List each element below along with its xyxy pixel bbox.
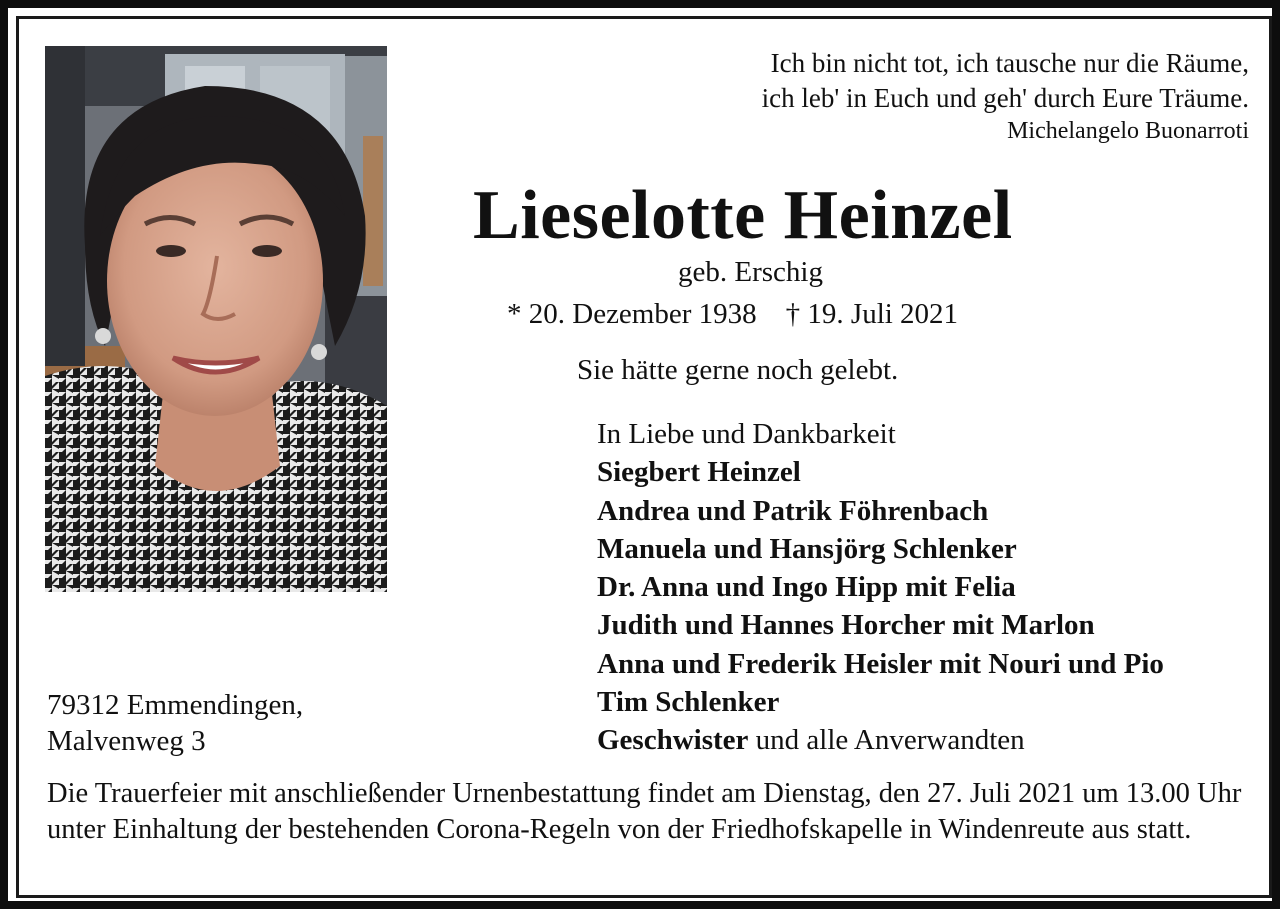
deceased-name: Lieselotte Heinzel xyxy=(473,177,1013,254)
quote-author: Michelangelo Buonarroti xyxy=(1007,118,1249,144)
life-dates xyxy=(507,296,958,332)
mourner-name: Andrea und Patrik Föhrenbach xyxy=(597,494,989,527)
mourners-list xyxy=(597,415,1164,760)
death-date: † 19. Juli 2021 xyxy=(785,298,959,330)
address-street: Malvenweg 3 xyxy=(47,725,206,757)
mourner-name: Anna und Frederik Heisler mit Nouri und Pio xyxy=(597,647,1164,680)
mourners-intro: In Liebe und Dankbarkeit xyxy=(597,418,896,450)
address-city: 79312 Emmendingen, xyxy=(47,689,304,721)
mourner-name: Judith und Hannes Horcher mit Marlon xyxy=(597,609,1095,642)
mourners-closing xyxy=(597,724,1025,756)
obituary-card xyxy=(16,16,1272,898)
mourner-name: Dr. Anna und Ingo Hipp mit Felia xyxy=(597,571,1016,604)
mourner-name: Manuela und Hansjörg Schlenker xyxy=(597,532,1017,565)
quote-block xyxy=(762,46,1249,146)
motto: Sie hätte gerne noch gelebt. xyxy=(577,354,899,386)
mourners-relatives: und alle Anverwandten xyxy=(748,724,1025,757)
mourner-name: Tim Schlenker xyxy=(597,686,780,719)
mourners-siblings: Geschwister xyxy=(597,724,749,757)
maiden-name: geb. Erschig xyxy=(678,256,823,288)
funeral-notice: Die Trauerfeier mit anschließender Urnenbestattung findet am Dienstag, den 27. Juli 2021 um 13.00 Uhr unter Einhaltung der bestehenden Corona-Regeln von der Friedhofskapelle in Windenreute aus statt. xyxy=(47,778,1242,845)
portrait-photo xyxy=(45,46,387,592)
mourner-name: Siegbert Heinzel xyxy=(597,456,801,489)
birth-date: * 20. Dezember 1938 xyxy=(507,298,757,330)
quote-line: Ich bin nicht tot, ich tausche nur die Räume, xyxy=(770,48,1249,78)
address-block xyxy=(47,687,303,759)
quote-line: ich leb' in Euch und geh' durch Eure Träume. xyxy=(761,83,1249,113)
